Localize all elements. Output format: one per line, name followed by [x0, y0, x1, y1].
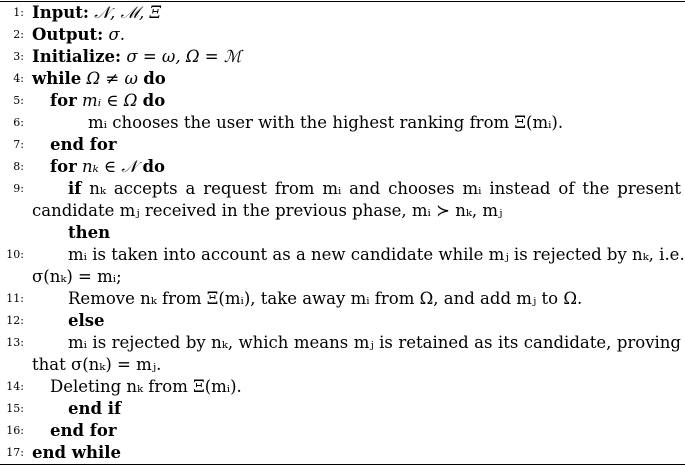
keyword: end for: [50, 135, 117, 154]
line-number: 16:: [6, 424, 24, 437]
keyword: end for: [50, 421, 117, 440]
algo-line-13-cont: [0, 354, 685, 376]
line-number: 13:: [6, 336, 24, 349]
statement: nₖ accepts a request from mᵢ and chooses mᵢ instead of the present: [89, 179, 681, 198]
keyword: Initialize:: [32, 47, 122, 66]
statement: nₖ ∈ 𝒩: [82, 157, 138, 176]
line-number: 9:: [13, 182, 24, 195]
statement: σ.: [108, 25, 126, 44]
algo-line-12: [0, 310, 685, 332]
algo-line-10-cont: [0, 266, 685, 288]
algo-line-13: [0, 332, 685, 354]
statement: 𝒩, ℳ, Ξ: [94, 3, 162, 22]
keyword: Output:: [32, 25, 104, 44]
algo-line-8: [0, 156, 685, 178]
statement: mᵢ is taken into account as a new candidate while mⱼ is rejected by nₖ, i.e.: [68, 245, 685, 264]
keyword: then: [68, 223, 111, 242]
algo-line-15: [0, 398, 685, 420]
keyword: do: [142, 91, 166, 110]
keyword: Input:: [32, 3, 89, 22]
algo-line-11: [0, 288, 685, 310]
statement-continuation: that σ(nₖ) = mⱼ.: [32, 355, 162, 374]
line-number: 2:: [13, 28, 24, 41]
line-number: 17:: [6, 446, 24, 459]
keyword: if: [68, 179, 82, 198]
line-number: 11:: [6, 292, 24, 305]
algo-line-2: [0, 24, 685, 46]
algo-line-17: [0, 442, 685, 464]
line-number: 12:: [6, 314, 24, 327]
line-number: 10:: [6, 248, 24, 261]
keyword: for: [50, 91, 77, 110]
statement: Ω ≠ ω: [86, 69, 138, 88]
keyword: while: [32, 69, 82, 88]
statement-continuation: σ(nₖ) = mᵢ;: [32, 267, 122, 286]
line-number: 1:: [13, 6, 24, 19]
statement: mᵢ is rejected by nₖ, which means mⱼ is retained as its candidate, proving: [68, 333, 681, 352]
algo-line-then: [0, 222, 685, 244]
line-number: 14:: [6, 380, 24, 393]
line-number: 5:: [13, 94, 24, 107]
algo-line-6: [0, 112, 685, 134]
statement: mᵢ ∈ Ω: [82, 91, 138, 110]
algo-line-5: [0, 90, 685, 112]
keyword: do: [143, 69, 166, 88]
bottom-rule: [0, 464, 685, 465]
algo-line-14: [0, 376, 685, 398]
keyword: do: [142, 157, 165, 176]
line-number: 15:: [6, 402, 24, 415]
algo-line-7: [0, 134, 685, 156]
algo-line-9-cont: [0, 200, 685, 222]
keyword: for: [50, 157, 77, 176]
algo-line-3: [0, 46, 685, 68]
algo-line-16: [0, 420, 685, 442]
line-number: 4:: [13, 72, 24, 85]
statement: Deleting nₖ from Ξ(mᵢ).: [50, 377, 242, 396]
keyword: end if: [68, 399, 122, 418]
statement-continuation: candidate mⱼ received in the previous phase, mᵢ ≻ nₖ, mⱼ: [32, 201, 503, 220]
line-number: 3:: [13, 50, 24, 63]
keyword: else: [68, 311, 105, 330]
line-number: 6:: [13, 116, 24, 129]
line-number: 7:: [13, 138, 24, 151]
algo-line-9: [0, 178, 685, 200]
keyword: end while: [32, 443, 122, 462]
algo-line-10: [0, 244, 685, 266]
line-number: 8:: [13, 160, 24, 173]
algo-line-4: [0, 68, 685, 90]
algo-line-1: [0, 2, 685, 24]
statement: mᵢ chooses the user with the highest ranking from Ξ(mᵢ).: [88, 113, 564, 132]
statement: σ = ω, Ω = ℳ: [126, 47, 242, 66]
statement: Remove nₖ from Ξ(mᵢ), take away mᵢ from Ω, and add mⱼ to Ω.: [68, 289, 583, 308]
